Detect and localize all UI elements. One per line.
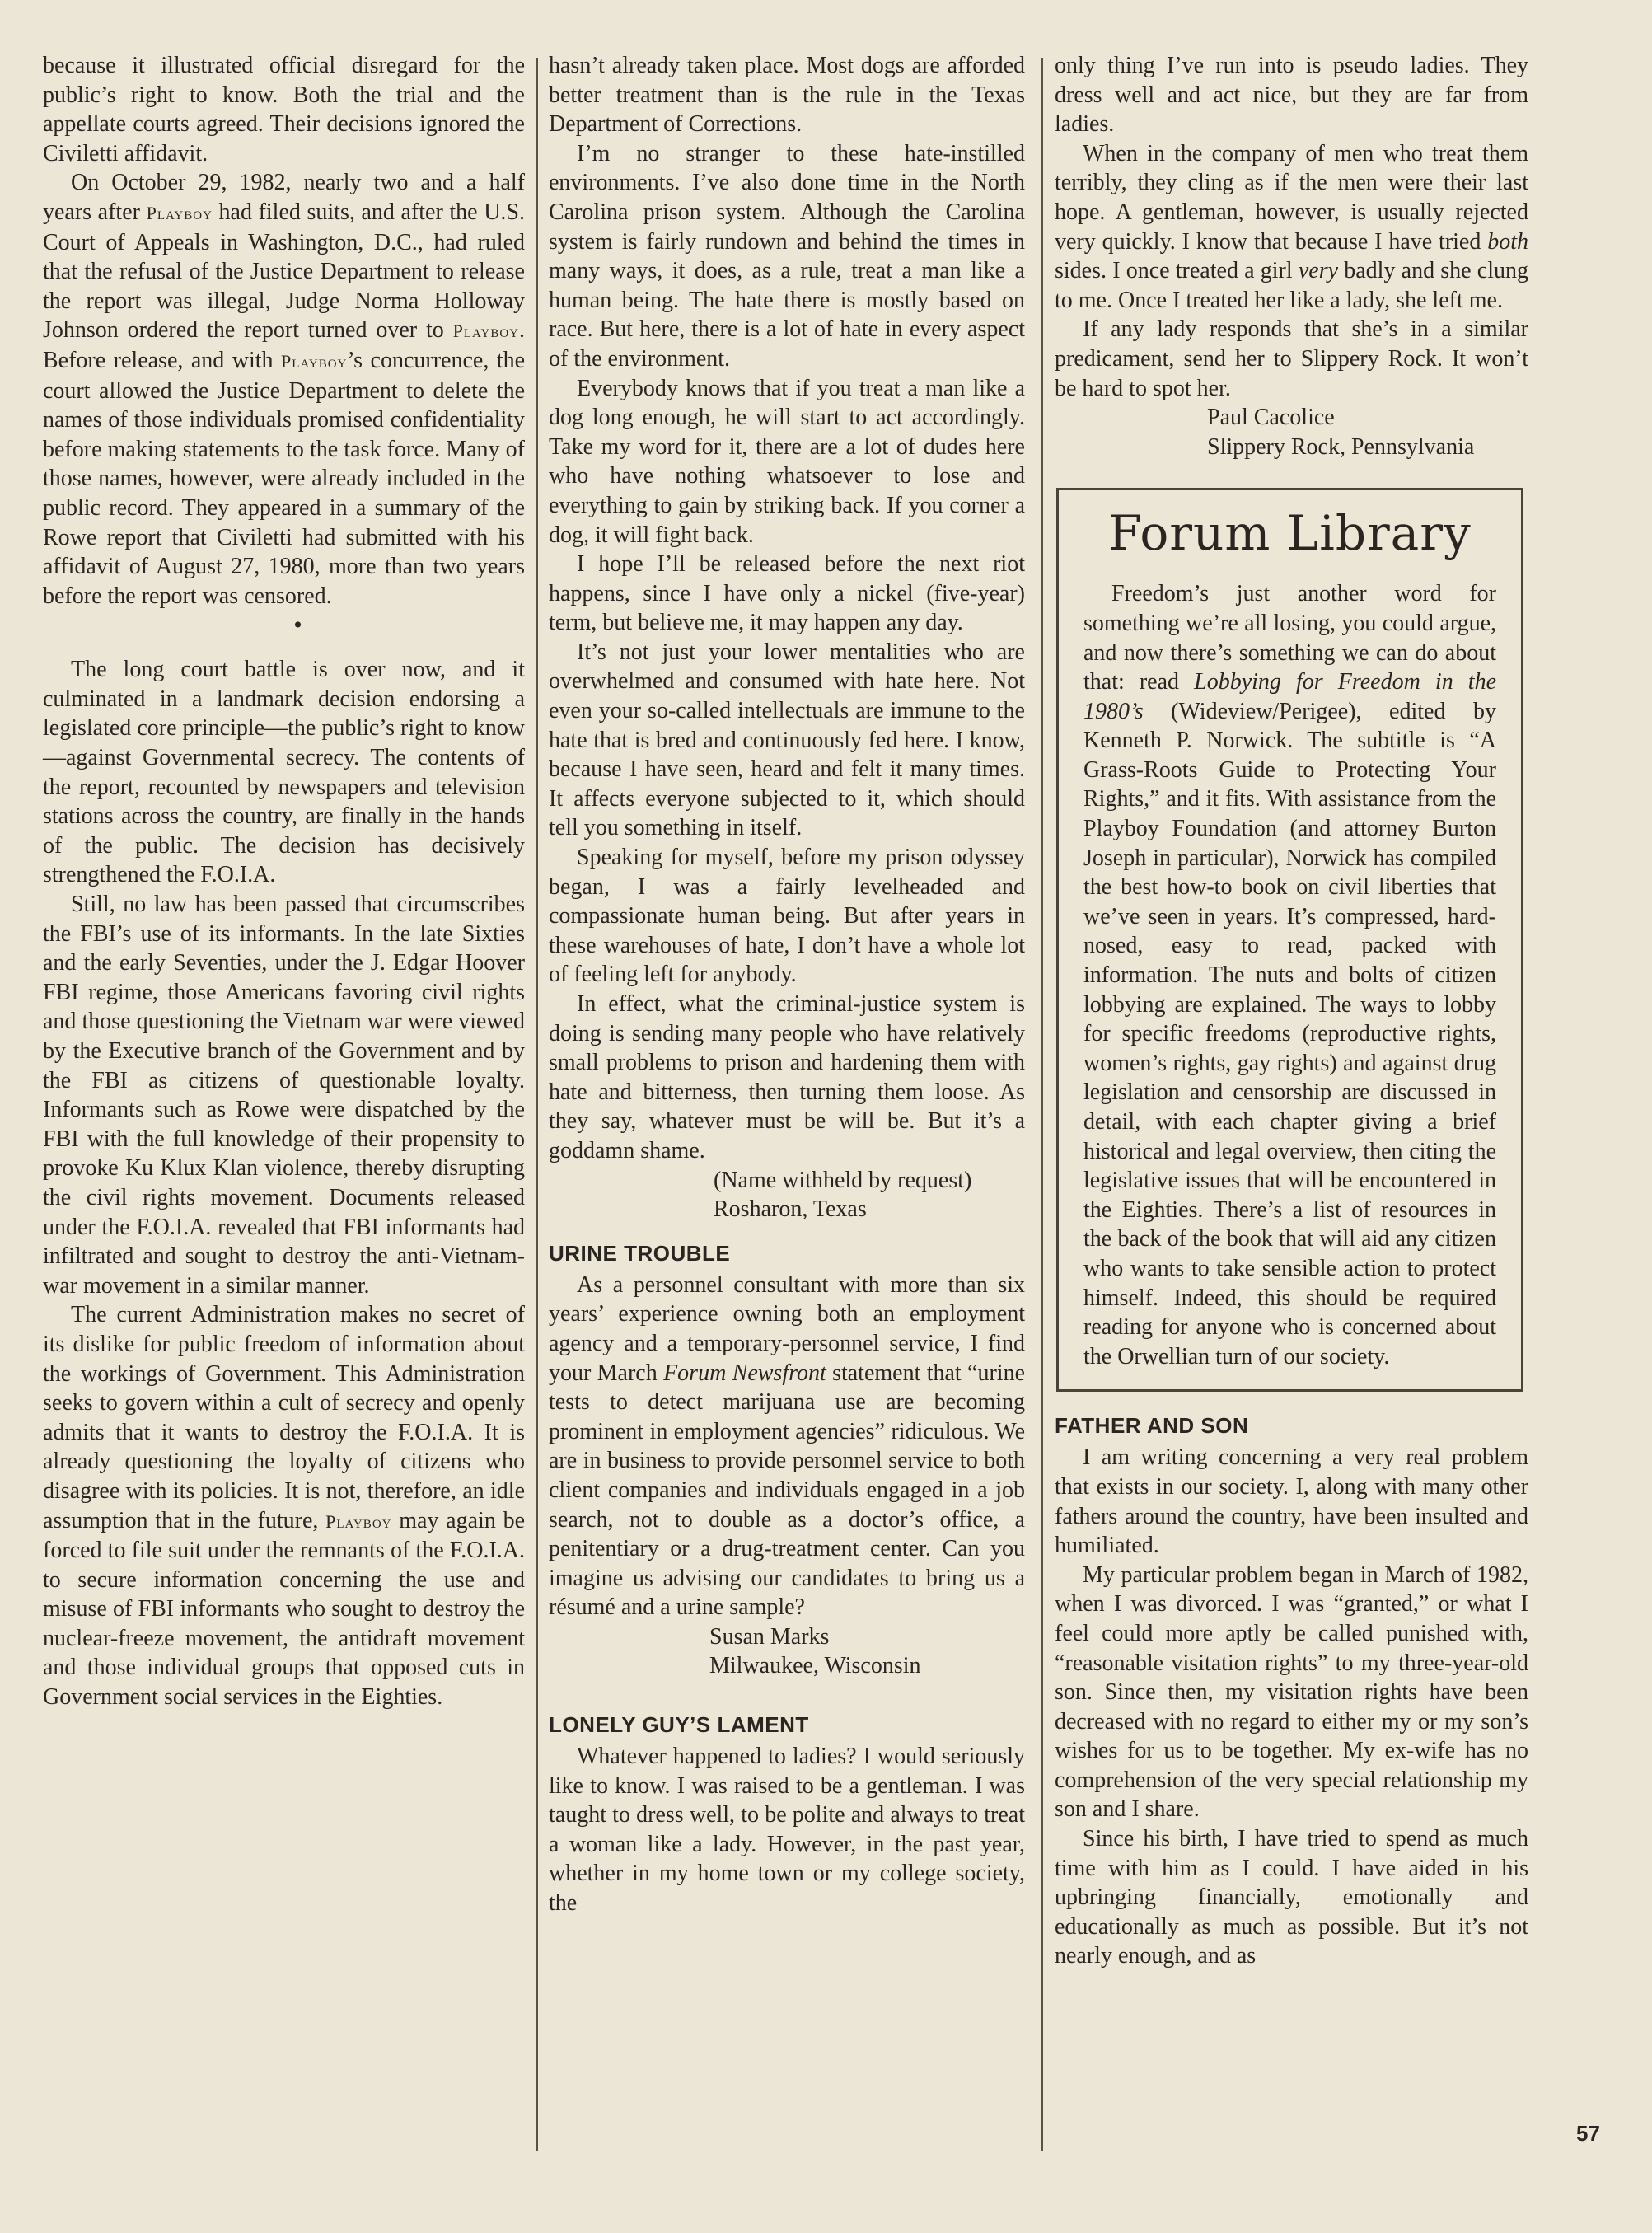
paragraph: Whatever happened to ladies? I would seriously like to know. I was raised to be a gentleman. I was taught to dress well, to be polite and always to treat a woman like a lady. However, in the past year, whether in my home town or my college society, the (549, 1744, 1025, 1917)
signature-location: Rosharon, Texas (714, 1196, 867, 1223)
paragraph: If any lady responds that she’s in a similar predicament, send her to Slippery Rock. It won’t be hard to spot her. (1055, 316, 1528, 401)
signature-name: Paul Cacolice (1207, 405, 1335, 431)
letter-heading: FATHER AND SON (1055, 1413, 1249, 1439)
paragraph: My particular problem began in March of 1982, when I was divorced. I was “granted,” or what I feel could more aptly be called punished with, “reasonable visitation rights” to my three-year-old son. Since then, my visitation rights have been decreased with no regard to either my or my son’s wishes for us to be together. My ex-wife has no comprehension of the very special relationship my son and I share. (1055, 1561, 1528, 1823)
signature-location: Slippery Rock, Pennsylvania (1207, 433, 1475, 460)
column-right (1055, 51, 1528, 1971)
italic-title: Lobbying for Freedom in the 1980’s (1083, 669, 1496, 724)
forum-library-box (1056, 488, 1523, 1392)
letter-heading: LONELY GUY’S LAMENT (549, 1712, 809, 1738)
paragraph: When in the company of men who treat them terribly, they cling as if the men were their last hope. A gentleman, however, is usually rejected very quickly. I know that because I have tried both sides. I once treated a girl very badly and she clung to me. Once I treated her like a lady, she left me. (1055, 140, 1529, 313)
paragraph: Everybody knows that if you treat a man like a dog long enough, he will start to act accordingly. Take my word for it, there are a lot of dudes here who have nothing whatsoever to lose and everything to gain by striking back. If you corner a dog, it will fight back. (549, 375, 1025, 548)
paragraph: The long court battle is over now, and it culminated in a landmark decision endorsing a legislated core principle—the public’s right to know—against Governmental secrecy. The contents of the report, recounted by newspapers and television stations across the country, are finally in the hands of the public. The decision has decisively strengthened the F.O.I.A. (43, 657, 525, 888)
signature-name: (Name withheld by request) (714, 1167, 972, 1193)
paragraph: I hope I’ll be released before the next riot happens, since I have only a nickel (five-year) term, but believe me, it may happen any day. (549, 551, 1025, 636)
paragraph: Speaking for myself, before my prison odyssey began, I was a fairly levelheaded and compassionate human being. But after years in these warehouses of hate, I don’t have a whole lot of feeling left for anybody. (549, 845, 1025, 988)
paragraph: hasn’t already taken place. Most dogs are afforded better treatment than is the rule in the Texas Department of Corrections. (549, 53, 1025, 138)
paragraph: only thing I’ve run into is pseudo ladies. They dress well and act nice, but they are far from ladies. (1055, 53, 1528, 138)
box-title: Forum Library (1108, 505, 1472, 562)
letter-signature (1055, 403, 1528, 461)
column-left (43, 51, 525, 1712)
signature-location: Milwaukee, Wisconsin (709, 1653, 921, 1679)
paragraph: It’s not just your lower mentalities who are overwhelmed and consumed with hate here. Not even your so-called intellectuals are immune to the hate that is bred and continuously fed here. I know, because I have seen, heard and felt it many times. It affects everyone subjected to it, which should tell you something in itself. (549, 639, 1025, 841)
column-middle (549, 51, 1025, 1918)
publication-name: Playboy (281, 350, 348, 372)
publication-name: Playboy (452, 321, 519, 342)
paragraph: In effect, what the criminal-justice system is doing is sending many people who have relatively small problems to prison and hardening them with hate and bitterness, then turning them loose. As they say, whatever must be will be. But it’s a goddamn shame. (549, 991, 1025, 1163)
paragraph: Freedom’s just another word for something we’re all losing, you could argue, and now there’s something we can do about that: read Lobbying for Freedom in the 1980’s (Wideview/Perigee), edited by Kenneth P. Norwick. The subtitle is “A Grass-Roots Guide to Protecting Your Rights,” and it fits. With assistance from the Playboy Foundation (and attorney Burton Joseph in particular), Norwick has compiled the best how-to book on civil liberties that we’ve seen in years. It’s compressed, hard-nosed, easy to read, packed with information. The nuts and bolts of citizen lobbying are explained. The ways to lobby for specific freedoms (reproductive rights, women’s rights, gay rights) and against drug legislation and censorship are discussed in detail, with each chapter giving a brief historical and legal overview, then citing the legislative issues that will be encountered in the Eighties. There’s a list of resources in the back of the book that will aid any citizen who wants to take sensible action to protect himself. Indeed, this should be required reading for anyone who is concerned about the Orwellian turn of our society. (1083, 581, 1496, 1369)
paragraph: As a personnel consultant with more than six years’ experience owning both an employment agency and a temporary-personnel service, I find your March Forum Newsfront statement that “urine tests to detect marijuana use are becoming prominent in employment agencies” ridiculous. We are in business to provide personnel service to both client companies and individuals engaged in a job search, not to double as a doctor’s office, a penitentiary or a drug-treatment center. Can you imagine us advising our candidates to bring us a résumé and a urine sample? (549, 1271, 1025, 1621)
letter-signature (549, 1622, 1025, 1681)
signature-name: Susan Marks (709, 1623, 830, 1650)
letter-heading: URINE TROUBLE (549, 1240, 731, 1266)
column-rule (1041, 58, 1043, 2151)
publication-name: Playboy (146, 202, 213, 223)
letter-signature (549, 1166, 1025, 1224)
paragraph: Since his birth, I have tried to spend as much time with him as I could. I have aided in his upbringing financially, emotionally and educationally as much as possible. But it’s not nearly enough, and as (1055, 1826, 1528, 1969)
page-number: 57 (1576, 2121, 1600, 2146)
paragraph: I’m no stranger to these hate-instilled environments. I’ve also done time in the North Carolina prison system. Although the Carolina system is fairly rundown and behind the times in many ways, it does, as a rule, treat a man like a human being. The hate there is mostly based on race. But here, there is a lot of hate in every aspect of the environment. (549, 140, 1025, 372)
paragraph: On October 29, 1982, nearly two and a half years after Playboy had filed suits, and after the U.S. Court of Appeals in Washington, D.C., had ruled that the refusal of the Justice Department to release the report was illegal, Judge Norma Holloway Johnson ordered the report turned over to Playboy. Before release, and with Playboy’s concurrence, the court allowed the Justice Department to delete the names of those individuals promised confidentiality before making statements to the task force. Many of those names, however, were already included in the public record. They appeared in a summary of the Rowe report that Civiletti had submitted with his affidavit of August 27, 1980, more than two years before the report was censored. (43, 170, 525, 609)
section-bullet: • (293, 611, 302, 639)
column-rule (536, 58, 538, 2151)
paragraph: I am writing concerning a very real problem that exists in our society. I, along with many other fathers around the country, have been insulted and humiliated. (1055, 1444, 1528, 1559)
paragraph: because it illustrated official disregard for the public’s right to know. Both the trial and the appellate courts agreed. Their decisions ignored the Civiletti affidavit. (43, 53, 525, 166)
paragraph: The current Administration makes no secret of its dislike for public freedom of information about the workings of Government. This Administration seeks to govern within a cult of secrecy and openly admits that it wants to destroy the F.O.I.A. It is already questioning the loyalty of citizens who disagree with its policies. It is not, therefore, an idle assumption that in the future, Playboy may again be forced to file suit under the remnants of the F.O.I.A. to secure information concerning the use and misuse of FBI informants who sought to destroy the nuclear-freeze movement, the antidraft movement and those individual groups that opposed cuts in Government social services in the Eighties. (43, 1302, 525, 1711)
publication-name: Playboy (325, 1510, 392, 1532)
italic-title: Forum Newsfront (663, 1360, 826, 1386)
paragraph: Still, no law has been passed that circumscribes the FBI’s use of its informants. In the late Sixties and the early Seventies, under the J. Edgar Hoover FBI regime, those Americans favoring civil rights and those questioning the Vietnam war were viewed by the Executive branch of the Government and by the FBI as citizens of questionable loyalty. Informants such as Rowe were dispatched by the FBI with the full knowledge of their propensity to provoke Ku Klux Klan violence, thereby disrupting the civil rights movement. Documents released under the F.O.I.A. revealed that FBI informants had infiltrated and sought to destroy the anti-Vietnam-war movement in a similar manner. (43, 892, 525, 1299)
